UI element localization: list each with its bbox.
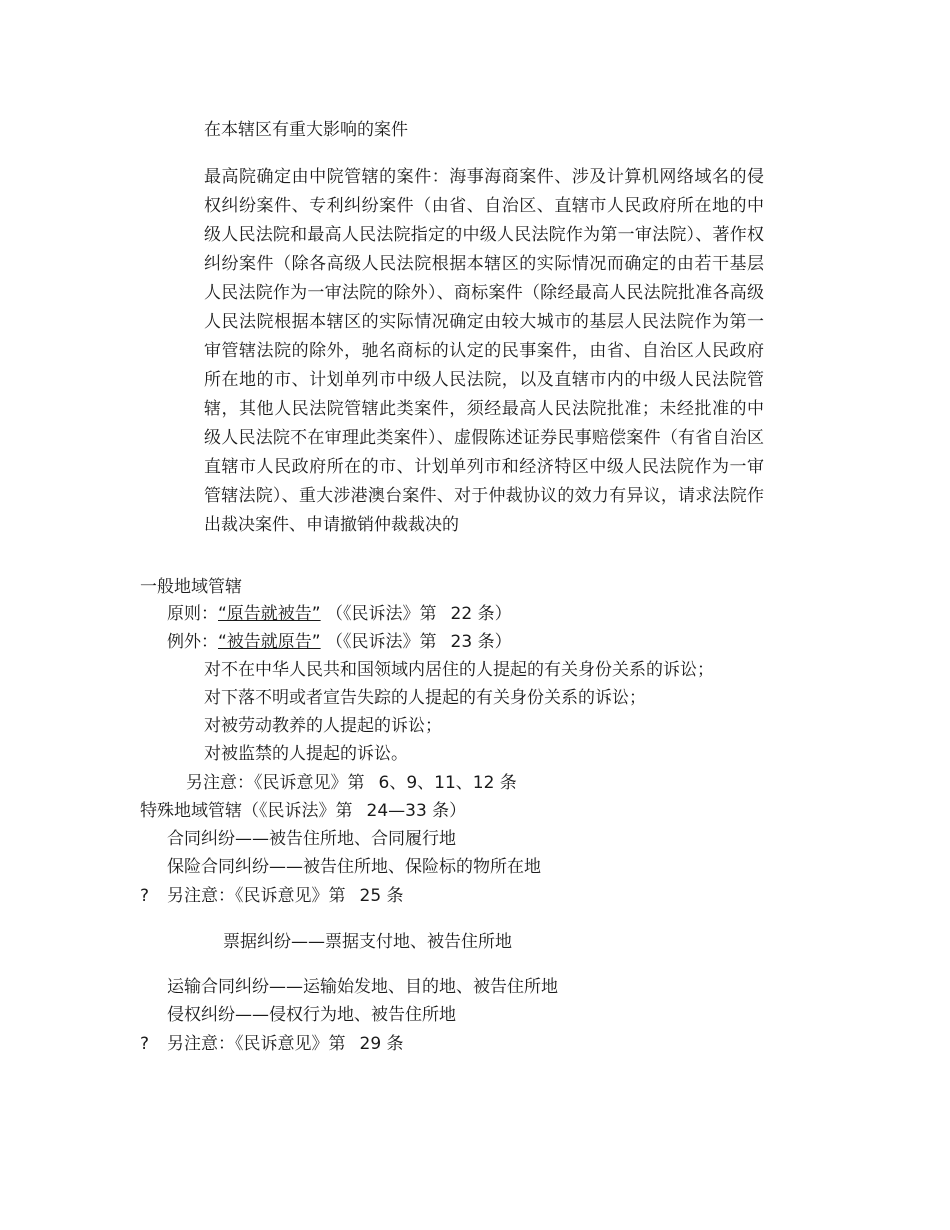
exception-case: 对被监禁的人提起的诉讼。 (204, 744, 408, 764)
intro-line: 在本辖区有重大影响的案件 (204, 120, 408, 140)
exception-label: 例外： (167, 632, 218, 652)
special-heading (140, 799, 466, 823)
bill-dispute: 票据纠纷——票据支付地、被告住所地 (223, 932, 512, 952)
note-bullet: ? (140, 1034, 150, 1054)
special-note-2-b: 29 条 (359, 1034, 404, 1054)
special-note-2 (167, 1032, 404, 1056)
special-heading-b: 24—33 条） (366, 801, 467, 821)
general-heading: 一般地域管辖 (140, 577, 242, 597)
tort-dispute: 侵权纠纷——侵权行为地、被告住所地 (167, 1005, 456, 1025)
principle-quote: “原告就被告” (218, 604, 321, 624)
general-note-b: 6、9、11、12 条 (378, 773, 517, 793)
principle-label: 原则： (167, 604, 218, 624)
exception-ref-a: （《民诉法》第 (326, 632, 437, 652)
insurance-dispute: 保险合同纠纷——被告住所地、保险标的物所在地 (167, 857, 541, 877)
special-note-1-a: 另注意：《民诉意见》第 (167, 886, 346, 906)
general-note (186, 771, 517, 795)
exception-quote: “被告就原告” (218, 632, 321, 652)
exception-ref-b: 23 条） (450, 632, 512, 652)
exception-line (167, 630, 512, 654)
principle-line (167, 602, 512, 626)
contract-dispute: 合同纠纷——被告住所地、合同履行地 (167, 829, 456, 849)
exception-case: 对不在中华人民共和国领域内居住的人提起的有关身份关系的诉讼； (204, 660, 714, 680)
exception-case: 对下落不明或者宣告失踪的人提起的有关身份关系的诉讼； (204, 688, 646, 708)
transport-dispute: 运输合同纠纷——运输始发地、目的地、被告住所地 (167, 977, 558, 997)
principle-ref-b: 22 条） (450, 604, 512, 624)
general-note-a: 另注意：《民诉意见》第 (186, 773, 365, 793)
exception-case: 对被劳动教养的人提起的诉讼； (204, 716, 442, 736)
note-bullet: ? (140, 886, 150, 906)
special-note-1-b: 25 条 (359, 886, 404, 906)
special-note-2-a: 另注意：《民诉意见》第 (167, 1034, 346, 1054)
principle-ref-a: （《民诉法》第 (326, 604, 437, 624)
special-note-1 (167, 884, 404, 908)
intro-paragraph: 最高院确定由中院管辖的案件：海事海商案件、涉及计算机网络域名的侵权纠纷案件、专利纠纷案件（由省、自治区、直辖市人民政府所在地的中级人民法院和最高人民法院指定的中级人民法院作为第一审法院）、著作权纠纷案件（除各高级人民法院根据本辖区的实际情况而确定的由若干基层人民法院作为一审法院的除外）、商标案件（除经最高人民法院批准各高级人民法院根据本辖区的实际情况确定由较大城市的基层人民法院作为第一审管辖法院的除外，驰名商标的认定的民事案件，由省、自治区人民政府所在地的市、计划单列市中级人民法院，以及直辖市内的中级人民法院管辖，其他人民法院管辖此类案件，须经最高人民法院批准；未经批准的中级人民法院不在审理此类案件）、虚假陈述证券民事赔偿案件（有省自治区直辖市人民政府所在的市、计划单列市和经济特区中级人民法院作为一审管辖法院）、重大涉港澳台案件、对于仲裁协议的效力有异议，请求法院作出裁决案件、申请撤销仲裁裁决的 (204, 167, 764, 535)
special-heading-a: 特殊地域管辖（《民诉法》第 (140, 801, 353, 821)
